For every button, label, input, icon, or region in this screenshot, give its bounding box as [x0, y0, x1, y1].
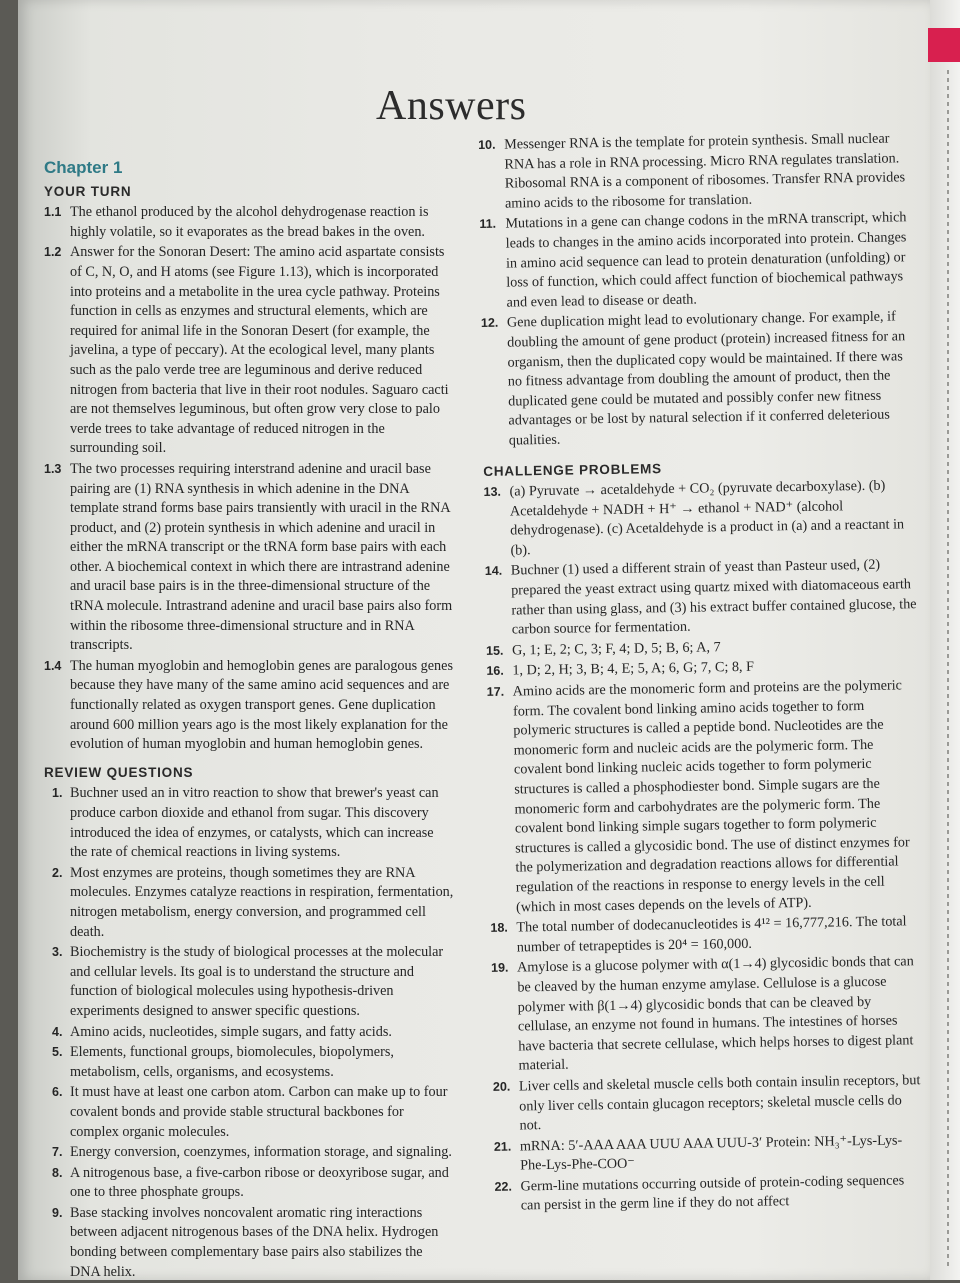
answer-item: [493, 1071, 926, 1137]
answer-item: [479, 209, 912, 314]
answer-text: 1, D; 2, H; 3, B; 4, E; 5, A; 6, G; 7, C; 8, F: [512, 659, 755, 679]
answer-text: The total number of dodecanucleotides is 4¹² = 16,777,216. The total number of tetrapeptides is 20⁴ = 160,000.: [516, 913, 907, 956]
answer-number: 1.4: [44, 658, 62, 673]
answer-text: Elements, functional groups, biomolecules, biopolymers, metabolism, cells, organisms, and ecosystems.: [70, 1044, 394, 1080]
answer-item: [44, 943, 454, 1021]
answer-number: 17.: [486, 684, 505, 699]
answer-number: 9.: [52, 1205, 63, 1220]
answer-item: [44, 784, 454, 862]
answer-text: Answer for the Sonoran Desert: The amino acid aspartate consists of C, N, O, and H atoms (see Figure 1.13), which is incorporated into proteins and a metabolite in the urea cycle pathway. Proteins function in cells as enzymes and structural elements, which are required for animal life in the Sonoran Desert (for example, the javelina, a type of peccary). At the ecological level, many plants such as the palo verde tree are leguminous and derive reduced nitrogen from bacteria that live in their root nodules. Saguaro cacti are not themselves leguminous, but often grow very close to palo verde trees to take advantage of reduced nitrogen in the surrounding soil.: [70, 244, 449, 457]
answer-number: 22.: [494, 1179, 513, 1194]
left-column: [44, 158, 454, 1283]
answer-number: 2.: [52, 865, 63, 880]
answer-text: Buchner used an in vitro reaction to show that brewer's yeast can produce carbon dioxide and ethanol from sugar. This discovery introduced the idea of enzymes, or catalysts, which can increase the rate of chemical reactions in living systems.: [70, 785, 439, 861]
answer-text: Biochemistry is the study of biological processes at the molecular and cellular levels. Its goal is to understand the structure and function of biological molecules using hypothesis-driven experiments designed to answer specific questions.: [70, 944, 444, 1019]
answer-number: 16.: [486, 664, 504, 679]
answer-item: [44, 657, 454, 755]
answer-item: [490, 912, 923, 958]
answer-item: [44, 243, 454, 459]
answer-text: Gene duplication might lead to evolutionary change. For example, if doubling the amount of gene product (protein) increased fitness for an organism, then the duplicated copy would be maintained. If there was no fitness advantage from doubling the amount of product, then the duplicated gene could be mutated and possibly confer new fitness advantages or be lost by natural selection if it conferred deleterious qualities.: [506, 308, 906, 449]
answer-number: 5.: [52, 1045, 63, 1060]
answer-item: [44, 460, 454, 656]
answer-number: 14.: [484, 564, 503, 579]
review-questions-list: [44, 784, 454, 1282]
answer-text: It must have at least one carbon atom. Carbon can make up to four covalent bonds and provide stable structural backbones for complex organic molecules.: [70, 1084, 448, 1140]
answer-text: Germ-line mutations occurring outside of protein-coding sequences can persist in the germ line if they do not affect: [520, 1172, 905, 1214]
answer-item: [483, 476, 916, 561]
answer-item: [44, 1083, 454, 1142]
answer-item: [494, 1131, 927, 1177]
answer-item: [44, 1204, 454, 1282]
answer-item: [491, 952, 925, 1076]
your-turn-list: [44, 203, 454, 755]
page-perforation: [947, 70, 949, 1270]
answer-text: The two processes requiring interstrand adenine and uracil base pairing are (1) RNA synthesis in which adenine in the DNA template strand forms base pairs transiently with uracil in the RNA product, and (2) protein synthesis in which adenine and uracil in either the mRNA transcript or the tRNA form base pairs with each other. A biochemical context in which there are intrastrand adenine and uracil base pairs is in the three-dimensional structure of the tRNA molecule. Intrastrand adenine and uracil base pairs also form within the ribosome three-dimensional structure and in RNA transcripts.: [70, 460, 453, 654]
answer-item: [44, 203, 454, 242]
section-review-questions: REVIEW QUESTIONS: [44, 764, 194, 780]
answer-number: 1.1: [44, 205, 62, 220]
answer-item: [481, 308, 915, 452]
answer-number: 20.: [492, 1079, 511, 1094]
answer-number: 8.: [52, 1165, 63, 1180]
answer-number: 3.: [52, 945, 63, 960]
answer-item: [44, 1164, 454, 1203]
page-title: Answers: [376, 83, 527, 129]
answer-number: 15.: [485, 643, 504, 658]
answer-text: Amylose is a glucose polymer with α(1→4) glycosidic bonds that can be cleaved by the human enzyme amylase. Cellulose is a glucose polymer with β(1→4) glycosidic bonds that can be cleaved by cellulase, an enzyme not found in humans. The intestines of horses have bacteria that secrete cellulase, which helps horses to digest plant material.: [516, 953, 914, 1074]
review-questions-continued: [478, 129, 915, 451]
section-your-turn: YOUR TURN: [44, 183, 132, 199]
answer-text: Energy conversion, coenzymes, information storage, and signaling.: [70, 1144, 452, 1161]
answer-text: Mutations in a gene can change codons in the mRNA transcript, which leads to changes in the amino acids incorporated into protein. Changes in amino acid sequence can lead to protein denaturation (unfolding) or loss of function, which could affect function of biochemical pathways and even lead to disease or death.: [505, 209, 907, 311]
answer-text: Amino acids, nucleotides, simple sugars, and fatty acids.: [70, 1023, 392, 1040]
answer-number: 1.: [52, 786, 63, 801]
answer-item: [487, 676, 923, 918]
chapter-heading: Chapter 1: [44, 158, 123, 177]
answer-text: Buchner (1) used a different strain of yeast than Pasteur used, (2) prepared the yeast extract using quartz mixed with diatomaceous earth rather than using glass, and (3) his extract buffer contained glucose, the carbon source for fermentation.: [510, 557, 917, 638]
answer-number: 10.: [478, 137, 496, 152]
answer-item: [478, 129, 911, 214]
answer-number: 12.: [480, 316, 499, 331]
answer-text: (a) Pyruvate → acetaldehyde + CO₂ (pyruvate decarboxylase). (b) Acetaldehyde + NADH + H⁺ → ethanol + NAD⁺ (alcohol dehydrogenase). (c) Acetaldehyde is a product in (a) and a reactant in (b).: [509, 477, 905, 559]
answer-number: 13.: [483, 484, 502, 500]
challenge-problems-list: [483, 476, 926, 1217]
answer-number: 1.3: [44, 461, 62, 476]
section-challenge-problems: CHALLENGE PROBLEMS: [483, 460, 663, 479]
answer-text: Messenger RNA is the template for protein synthesis. Small nuclear RNA has a role in RNA processing. Micro RNA regulates translation. Ribosomal RNA is a component of ribosomes. Transfer RNA provides amino acids to the ribosome for translation.: [504, 130, 906, 212]
answer-item: [494, 1171, 927, 1217]
answer-item: [44, 1023, 454, 1043]
answer-text: Amino acids are the monomeric form and proteins are the polymeric form. The covalent bond linking amino acids together to form polymeric structures is called a peptide bond. Nucleotides are the monomeric form and nucleic acids are the polymeric form. The covalent bond linking nucleic acids together to form polymeric structures is called a phosphodiester bond. Simple sugars are the monomeric form and carbohydrates are the polymeric form. The covalent bond linking simple sugars together to form polymeric structures is called a glycosidic bond. The use of distinct enzymes for the polymerization and degradation reactions allows for differential regulation of the reactions in response to energy levels in the cell (which in most cases depends on the levels of ATP).: [512, 677, 910, 916]
answer-number: 21.: [493, 1139, 512, 1154]
answer-number: 7.: [52, 1145, 63, 1160]
answer-number: 4.: [52, 1024, 63, 1039]
answer-text: A nitrogenous base, a five-carbon ribose or deoxyribose sugar, and one to three phosphate groups.: [70, 1164, 449, 1201]
answer-item: [44, 1043, 454, 1082]
answer-text: Liver cells and skeletal muscle cells both contain insulin receptors, but only liver cells contain glucagon receptors; skeletal muscle cells do not.: [518, 1072, 921, 1134]
red-bookmark-tab: [928, 28, 960, 62]
answer-text: mRNA: 5′-AAA AAA UUU AAA UUU-3′ Protein: NH₃⁺-Lys-Lys-Phe-Lys-Phe-COO⁻: [519, 1132, 903, 1174]
answer-text: The ethanol produced by the alcohol dehydrogenase reaction is highly volatile, so it evaporates as the bread bakes in the oven.: [70, 204, 429, 240]
answer-number: 1.2: [44, 245, 62, 260]
answer-item: [44, 1143, 454, 1163]
right-column: [478, 129, 927, 1218]
answer-number: 11.: [479, 217, 497, 232]
answer-item: [44, 864, 454, 942]
answer-number: 18.: [490, 920, 508, 936]
page-edge: [930, 0, 960, 1280]
answer-text: The human myoglobin and hemoglobin genes are paralogous genes because they have many of the same amino acid sequences and are functionally related as oxygen transport genes. Gene duplication around 600 million years ago is the most likely explanation for the evolution of human myoglobin and human hemoglobin genes.: [70, 657, 453, 753]
answer-text: Most enzymes are proteins, though sometimes they are RNA molecules. Enzymes catalyze reactions in respiration, fermentation, nitrogen metabolism, energy conversion, and programmed cell death.: [70, 864, 454, 940]
answer-item: [485, 556, 918, 641]
answer-number: 6.: [52, 1085, 63, 1100]
answer-number: 19.: [490, 960, 509, 976]
answer-text: Base stacking involves noncovalent aromatic ring interactions between adjacent nitrogenous bases of the DNA helix. Hydrogen bonding between complementary base pairs also stabilizes the DNA helix.: [70, 1204, 439, 1280]
answer-text: G, 1; E, 2; C, 3; F, 4; D, 5; B, 6; A, 7: [511, 639, 721, 659]
